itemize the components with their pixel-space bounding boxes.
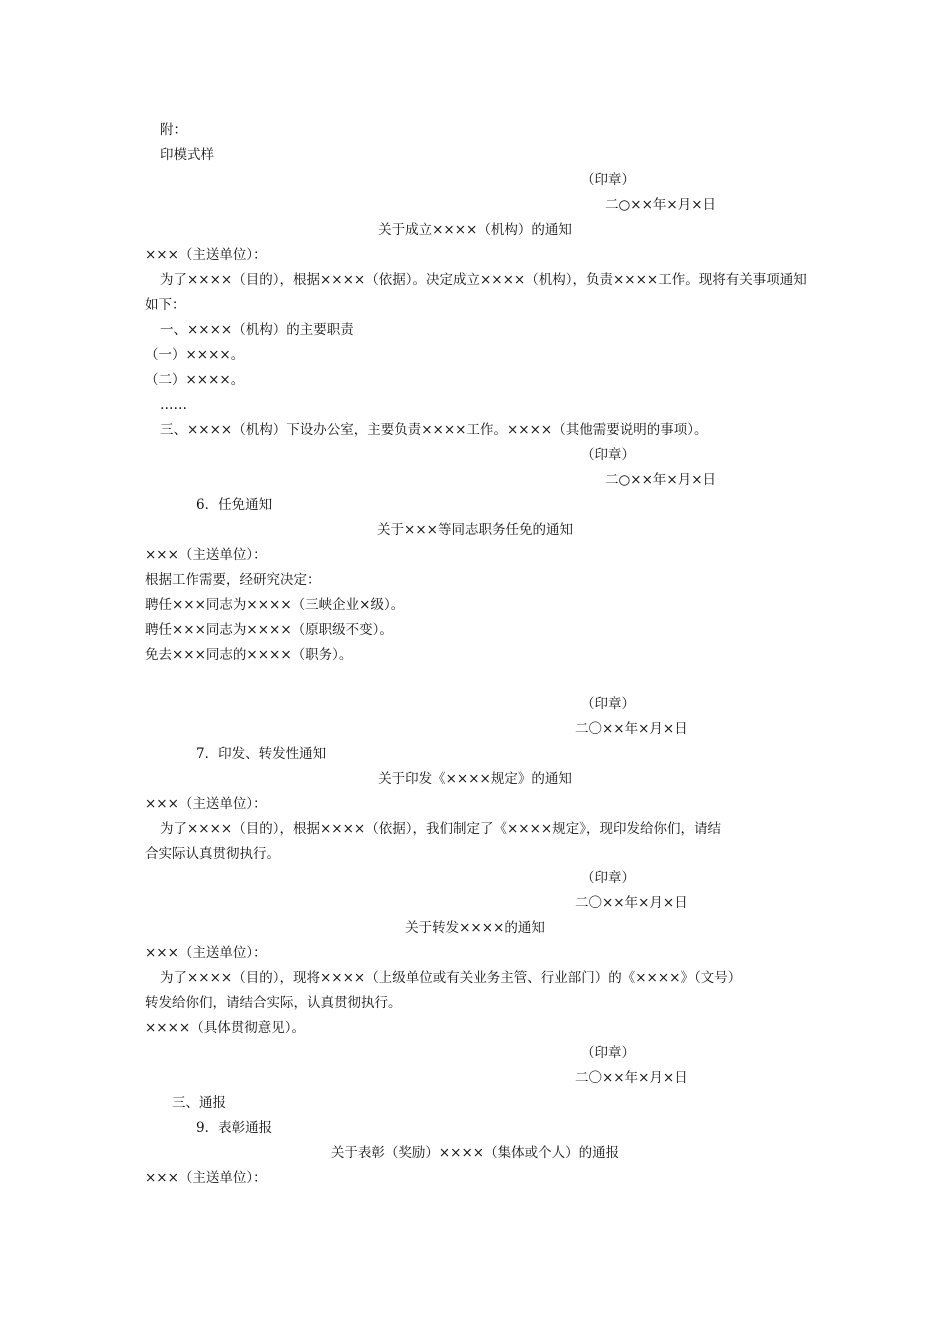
date-line: 二〇××年×月×日 <box>575 895 688 911</box>
seal-placeholder: （印章） <box>581 1045 635 1061</box>
date-line: 二〇××年×月×日 <box>575 721 688 737</box>
seal-placeholder: （印章） <box>581 696 635 712</box>
section-heading: 三、通报 <box>172 1095 226 1111</box>
body-paragraph: 为了××××（目的），根据××××（依据）。决定成立××××（机构），负责××××工作。现将有关事项通知 <box>160 272 807 288</box>
appendix-label: 附： <box>160 122 187 138</box>
notice-title: 关于成立××××（机构）的通知 <box>378 222 572 238</box>
addressee-line: ×××（主送单位）： <box>145 796 267 812</box>
body-paragraph: 根据工作需要，经研究决定： <box>145 572 321 588</box>
notice-title: 关于转发××××的通知 <box>405 920 545 936</box>
addressee-line: ×××（主送单位）： <box>145 945 267 961</box>
date-line: 二○××年×月×日 <box>605 472 717 488</box>
body-paragraph-continued: 如下： <box>145 297 186 313</box>
body-paragraph: 为了××××（目的），现将××××（上级单位或有关业务主管、行业部门）的《××××》（文号） <box>160 970 742 986</box>
list-subitem: （二）××××。 <box>145 372 245 388</box>
body-paragraph-continued: 合实际认真贯彻执行。 <box>145 846 280 862</box>
list-item-heading: 一、××××（机构）的主要职责 <box>160 322 354 338</box>
date-line: 二○××年×月×日 <box>605 197 717 213</box>
notice-title: 关于表彰（奖励）××××（集体或个人）的通报 <box>330 1145 620 1161</box>
body-paragraph: 聘任×××同志为××××（原职级不变）。 <box>145 622 393 638</box>
list-subitem: （一）××××。 <box>145 347 245 363</box>
body-paragraph: ××××（具体贯彻意见）。 <box>145 1020 305 1036</box>
seal-placeholder: （印章） <box>581 447 635 463</box>
date-line: 二〇××年×月×日 <box>575 1070 688 1086</box>
body-paragraph: 为了××××（目的），根据××××（依据），我们制定了《××××规定》，现印发给你们，请结 <box>160 821 721 837</box>
ellipsis-line: …… <box>160 397 187 413</box>
body-paragraph-continued: 转发给你们，请结合实际，认真贯彻执行。 <box>145 995 402 1011</box>
addressee-line: ×××（主送单位）： <box>145 1170 267 1186</box>
seal-placeholder: （印章） <box>581 172 635 188</box>
section-heading: 7．印发、转发性通知 <box>196 746 327 762</box>
seal-sample-heading: 印模式样 <box>160 147 214 163</box>
list-item-heading: 三、××××（机构）下设办公室，主要负责××××工作。××××（其他需要说明的事项）。 <box>160 422 708 438</box>
addressee-line: ×××（主送单位）： <box>145 247 267 263</box>
notice-title: 关于印发《××××规定》的通知 <box>378 771 572 787</box>
addressee-line: ×××（主送单位）： <box>145 547 267 563</box>
section-heading: 6．任免通知 <box>196 497 273 513</box>
section-heading: 9．表彰通报 <box>196 1120 273 1136</box>
body-paragraph: 免去×××同志的××××（职务）。 <box>145 647 353 663</box>
seal-placeholder: （印章） <box>581 870 635 886</box>
body-paragraph: 聘任×××同志为××××（三峡企业×级）。 <box>145 597 405 613</box>
notice-title: 关于×××等同志职务任免的通知 <box>377 522 573 538</box>
